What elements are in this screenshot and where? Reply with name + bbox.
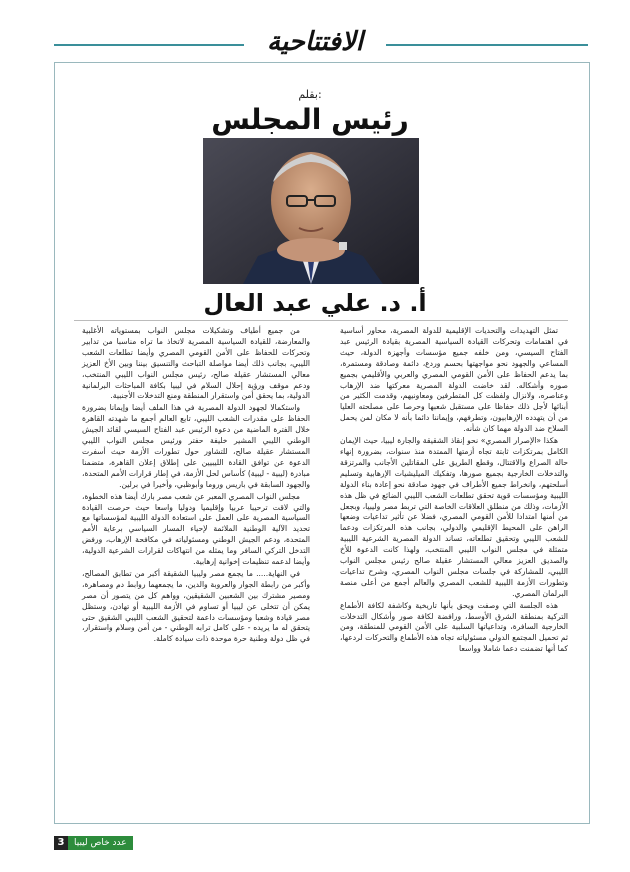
issue-label: عدد خاص ليبيا	[68, 836, 133, 850]
paragraph: هذه الجلسة التي وصفت ويحق بأنها تاريخية وكاشفة لكافة الأطماع التركية بمنطقة الشرق الأوسط، ورافضة لكافة صور وأشكال التدخلات الخارجية السافرة، وتداعياتها السلبية على الأمن القومي للمنطقة، ومن ثم تحميل المجتمع الدولي مسئولياته تجاه هذه الأطماع والتحركات لردعها، كما أنها تضمنت دعما شاملا وواسعا	[340, 600, 568, 654]
portrait-image	[203, 138, 419, 284]
byline: بقلم:	[298, 88, 322, 101]
author-title: رئيس المجلس	[211, 103, 409, 136]
page-number: 3	[54, 836, 68, 850]
paragraph: واستكمالا لجهود الدولة المصرية في هذا الملف أيضا وإيمانا بضرورة الحفاظ على مقدرات الشعب الليبي، تابع العالم أجمع ما شهدته القاهرة خلال الفترة الماضية من دعوة الرئيس عبد الفتاح السيسي لقائد الجيش الوطني الليبي المشير خليفة حفتر ورئيس مجلس النواب الليبي المستشار عقيلة صالح، للتشاور حول تطورات الأزمة حيث أسفرت الدعوة عن توافق القادة الليبيين على إطلاق إعلان القاهرة، متضمنا مبادرة (ليبية - ليبية) كأساس لحل الأزمة، في إطار قرارات الأمم المتحدة، والجهود السابقة في باريس وروما وأبوظبي، وأخيرا في برلين.	[82, 403, 310, 489]
masthead-title: الافتتاحية	[255, 27, 375, 57]
top-bar	[0, 0, 630, 22]
paragraph: هكذا «الإصرار المصري» نحو إنقاذ الشقيقة والجارة ليبيا، حيث الإيمان الكامل بمرتكزات ثابتة تجاه أزمتها الممتدة منذ سنوات، بضرورة إنهاء حالة الصراع والاقتتال، وقطع الطريق على المقاتلين الأجانب والمرتزقة والتدخلات الخارجية بجميع صورها، وتفكيك الميليشيات الإرهابية وتسليم أسلحتهم، وانخراط جميع الأطراف في جهود صادقة نحو إعادة بناء الدولة الليبية ومؤسسات قوية تحقق تطلعات الشعب الليبي الضائع في ظل هذه الأزمات، وذلك من منطلق العلاقات الخاصة التي تربط مصر وليبيا، وبجعل من أمنها امتدادا للأمن القومي المصري، فضلا عن تأثير تداعيات وضعها الراهن على المحيط الإقليمي والدولي، بجانب هذه المرتكزات ودعما للشعب الليبي وتحقيق تطلعاته، تساند الدولة المصرية الشرعية الليبية متمثلة في مجلس النواب الليبي المنتخب، ولهذا كانت الدعوة للأخ والصديق العزيز معالي المستشار عقيلة صالح رئيس مجلس النواب الليبي، للمشاركة في جلسات مجلس النواب المصري، وشرح تداعيات وتطورات الأزمة الليبية للشعب المصري والعالم أجمع من أعلى منصة البرلمان المصري.	[340, 436, 568, 598]
paragraph: في النهاية..... ما يجمع مصر وليبيا الشقيقة أكبر من تطابق المصالح، وأكبر من رابطة الجوار والعروبة والدين، ما يجمعهما روابط دم ومصاهرة، ومصير مشترك بين الشعبين الشقيقين، وواهم كل من يتصور أن مصر يمكن أن تتخلى عن ليبيا أو تساوم في الأزمة الليبية أو تهادن، وستظل مصر قيادة وشعبا ومؤسسات داعمة لتحقيق الشعب الليبي الشقيق حتى يتحقق له ما يريده - على كامل ترابه الوطني - من أمن وسلام واستقرار، في ظل دولة وطنية حرة موحدة ذات سيادة كاملة.	[82, 568, 310, 644]
author-name: أ. د. علي عبد العال	[203, 289, 427, 317]
article-column-left	[82, 326, 310, 646]
paragraph: تمثل التهديدات والتحديات الإقليمية للدولة المصرية، محاور أساسية في اهتمامات وتحركات القيادة السياسية المصرية بقيادة الرئيس عبد الفتاح السيسي، ومن خلفه جميع مؤسسات وأجهزة الدولة، حيث المساعي والجهود نحو مواجهتها بحسم وردع، دائمة وصادقة ومستمرة، بما يدعم الحفاظ على الأمن القومي المصري والعربي والأقليمي بجميع صوره وأشكاله. لقد خاضت الدولة المصرية معركتها ضد الإرهاب وعناصره، ولانزال ولفظت كل المتطرفين ومعاونيهم، وقدمت الكثير من أبنائها لأجل ذلك حفاظا على مستقبل شعبها وحرصا على مصلحته العليا من أن يتهدده الإرهابيون، وتطرفهم، وإيماننا دائما بأنه لا مكان لمن يحمل السلاح ضد الدولة مهما كان شأنه.	[340, 326, 568, 434]
page-footer	[54, 836, 133, 850]
article-column-right	[340, 326, 568, 656]
masthead-title-wrap	[0, 22, 630, 62]
masthead	[0, 22, 630, 62]
author-photo	[203, 138, 419, 284]
header-divider	[74, 320, 568, 321]
paragraph: من جميع أطياف وتشكيلات مجلس النواب بمستوياته الأغلبية والمعارضة، للقيادة السياسية المصرية لاتخاذ ما تراه مناسبا من تدابير وتحركات للحفاظ على الأمن القومي المصري وأيضا تطلعات الشعب الليبي، بجانب ذلك أيضا مواصلة التباحث والتنسيق بيننا وبين الأخ العزيز معالي المستشار عقيلة صالح، رئيس مجلس النواب الليبي المنتخب، ودعم موقف ورؤية إحلال السلام في ليبيا بكافة المباحثات البرلمانية الدولية، بما يحقق أمن واستقرار المنطقة ومنع التدخلات الأجنبية.	[82, 326, 310, 401]
paragraph: مجلس النواب المصري المعبر عن شعب مصر بارك أيضا هذه الخطوة، والتي لاقت ترحيبا عربيا وإقليميا ودوليا واسعا حيث حرصت القيادة السياسية المصرية على العمل على استعادة الدولة الليبية لمؤسساتها مع تحديد الآلية الوطنية الملائمة لإحياء المسار السياسي برعاية الأمم المتحدة، ودعم الجيش الوطني ومسئولياته في مكافحة الإرهاب، ورفض التدخل التركي السافر وما يمثله من انتهاكات لقرارات الشرعية الدولية، وأيضا لدعمه تنظيمات إخوانية إرهابية.	[82, 491, 310, 567]
